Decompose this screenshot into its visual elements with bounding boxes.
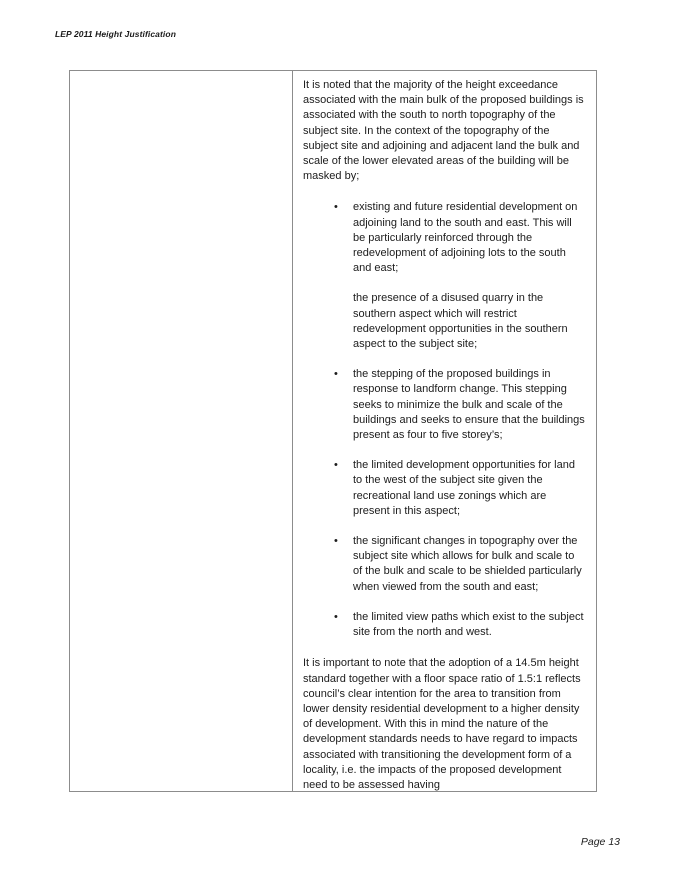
table-cell-left-empty	[70, 71, 293, 791]
closing-paragraph: It is important to note that the adoption of a 14.5m height standard together with a floor space ratio of 1.5:1 reflects council’s clear intention for the area to transition from lower density residential development to a higher density of development. With this in mind the nature of the development standards needs to have regard to impacts associated with transitioning the development form of a locality, i.e. the impacts of the proposed development need to be assessed having	[303, 657, 581, 791]
list-item-text: the stepping of the proposed buildings in response to landform change. This stepping seeks to minimize the bulk and scale of the buildings and seeks to ensure that the buildings present as four to five storey’s;	[353, 368, 585, 442]
list-item	[303, 534, 585, 595]
list-item-text: existing and future residential development on adjoining land to the south and east. This will be particularly reinforced through the redevelopment of adjoining lots to the south and east;	[353, 201, 578, 275]
list-item-text: the significant changes in topography over the subject site which allows for bulk and scale to of the bulk and scale to be shielded particularly when viewed from the south and east;	[353, 535, 582, 593]
list-item	[303, 458, 585, 519]
masking-factors-list	[303, 200, 585, 640]
list-item-text: the limited view paths which exist to the subject site from the north and west.	[353, 610, 584, 639]
footer-page-number: Page 13	[580, 836, 620, 848]
running-header: LEP 2011 Height Justification	[55, 29, 176, 39]
content-table	[69, 70, 597, 792]
bullet-dot-icon: •	[334, 610, 338, 623]
list-item	[303, 200, 585, 276]
list-item-text: the presence of a disused quarry in the southern aspect which will restrict redevelopment opportunities in the southern aspect to the subject site;	[353, 292, 568, 351]
intro-paragraph: It is noted that the majority of the height exceedance associated with the main bulk of the proposed buildings is associated with the south to north topography of the subject site. In the context of the topography of the subject site and adjoining and adjacent land the bulk and scale of the lower elevated areas of the building will be masked by;	[303, 79, 584, 183]
bullet-dot-icon: •	[334, 535, 338, 548]
bullet-dot-icon: •	[334, 459, 338, 472]
list-item	[303, 610, 585, 640]
list-item	[303, 367, 585, 443]
bullet-dot-icon: •	[334, 368, 338, 381]
bullet-dot-icon: •	[334, 201, 338, 214]
list-item-text: the limited development opportunities for land to the west of the subject site given the recreational land use zonings which are present in this aspect;	[353, 459, 575, 517]
list-item	[303, 291, 585, 352]
table-cell-right-content	[293, 71, 596, 791]
